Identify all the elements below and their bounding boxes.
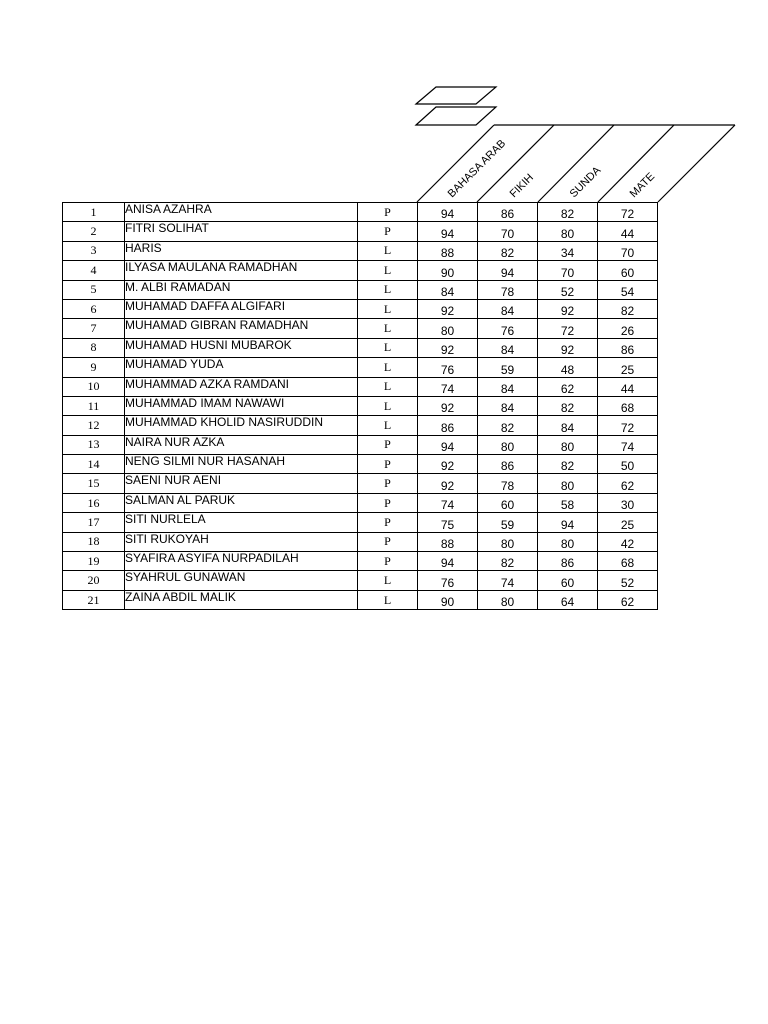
student-name: MUHAMAD HUSNI MUBAROK [125, 338, 358, 357]
blank-header-cell [416, 107, 496, 125]
gender-code: L [358, 377, 418, 396]
score-cell: 92 [418, 455, 478, 474]
score-cell: 84 [478, 338, 538, 357]
score-cell: 86 [538, 552, 598, 571]
score-cell: 80 [478, 435, 538, 454]
student-name: FITRI SOLIHAT [125, 222, 358, 241]
student-name: NAIRA NUR AZKA [125, 435, 358, 454]
table-row [63, 493, 658, 512]
score-cell: 76 [478, 319, 538, 338]
gender-code: P [358, 455, 418, 474]
score-cell: 82 [478, 416, 538, 435]
score-cell: 80 [538, 532, 598, 551]
score-cell: 84 [478, 299, 538, 318]
gender-code: L [358, 416, 418, 435]
score-cell: 58 [538, 493, 598, 512]
table-row [63, 261, 658, 280]
row-number: 11 [63, 396, 125, 415]
subject-label: SUNDA [567, 164, 604, 201]
student-name: HARIS [125, 241, 358, 260]
row-number: 16 [63, 493, 125, 512]
score-cell: 76 [418, 571, 478, 590]
score-cell: 59 [478, 358, 538, 377]
score-cell: 42 [598, 532, 658, 551]
score-cell: 80 [418, 319, 478, 338]
student-name: SITI NURLELA [125, 513, 358, 532]
score-cell: 86 [418, 416, 478, 435]
score-cell: 88 [418, 241, 478, 260]
score-cell: 62 [598, 474, 658, 493]
gender-code: P [358, 222, 418, 241]
score-cell: 94 [418, 203, 478, 222]
student-name: M. ALBI RAMADAN [125, 280, 358, 299]
row-number: 2 [63, 222, 125, 241]
score-cell: 76 [418, 358, 478, 377]
score-cell: 84 [418, 280, 478, 299]
student-name: ILYASA MAULANA RAMADHAN [125, 261, 358, 280]
score-cell: 62 [598, 590, 658, 609]
score-cell: 82 [538, 455, 598, 474]
student-name: MUHAMAD GIBRAN RAMADHAN [125, 319, 358, 338]
score-cell: 80 [538, 474, 598, 493]
row-number: 9 [63, 358, 125, 377]
score-cell: 25 [598, 513, 658, 532]
score-cell: 92 [538, 299, 598, 318]
score-cell: 80 [538, 435, 598, 454]
student-name: MUHAMAD DAFFA ALGIFARI [125, 299, 358, 318]
score-cell: 82 [538, 396, 598, 415]
row-number: 14 [63, 455, 125, 474]
table-row [63, 552, 658, 571]
student-name: SITI RUKOYAH [125, 532, 358, 551]
slanted-header [0, 0, 768, 210]
student-name: MUHAMMAD IMAM NAWAWI [125, 396, 358, 415]
table-row [63, 222, 658, 241]
table-row [63, 377, 658, 396]
score-cell: 44 [598, 377, 658, 396]
gender-code: P [358, 203, 418, 222]
score-cell: 94 [418, 222, 478, 241]
score-cell: 64 [538, 590, 598, 609]
row-number: 7 [63, 319, 125, 338]
student-name: SALMAN AL PARUK [125, 493, 358, 512]
score-cell: 70 [598, 241, 658, 260]
gender-code: L [358, 338, 418, 357]
score-table [62, 202, 658, 610]
gender-code: L [358, 358, 418, 377]
row-number: 6 [63, 299, 125, 318]
table-row [63, 590, 658, 609]
row-number: 13 [63, 435, 125, 454]
student-name: ANISA AZAHRA [125, 203, 358, 222]
table-row [63, 435, 658, 454]
score-cell: 84 [478, 377, 538, 396]
row-number: 21 [63, 590, 125, 609]
student-name: MUHAMMAD KHOLID NASIRUDDIN [125, 416, 358, 435]
blank-header-cell [416, 87, 496, 104]
score-cell: 92 [418, 338, 478, 357]
student-name: MUHAMMAD AZKA RAMDANI [125, 377, 358, 396]
gender-code: P [358, 435, 418, 454]
score-cell: 92 [418, 299, 478, 318]
score-cell: 74 [418, 493, 478, 512]
score-cell: 80 [538, 222, 598, 241]
score-cell: 54 [598, 280, 658, 299]
gender-code: L [358, 241, 418, 260]
header-divider [658, 125, 735, 202]
score-cell: 48 [538, 358, 598, 377]
gender-code: L [358, 280, 418, 299]
gender-code: P [358, 513, 418, 532]
score-cell: 90 [418, 590, 478, 609]
score-cell: 84 [478, 396, 538, 415]
score-cell: 52 [598, 571, 658, 590]
subject-label: FIKIH [507, 171, 537, 201]
gender-code: P [358, 532, 418, 551]
score-cell: 92 [418, 396, 478, 415]
score-cell: 86 [478, 455, 538, 474]
score-cell: 60 [478, 493, 538, 512]
score-cell: 80 [478, 590, 538, 609]
table-row [63, 513, 658, 532]
score-cell: 88 [418, 532, 478, 551]
row-number: 17 [63, 513, 125, 532]
score-cell: 44 [598, 222, 658, 241]
score-table-body [63, 203, 658, 610]
row-number: 12 [63, 416, 125, 435]
gender-code: L [358, 571, 418, 590]
score-cell: 72 [538, 319, 598, 338]
score-cell: 86 [478, 203, 538, 222]
score-cell: 72 [598, 203, 658, 222]
subject-label: MATE [627, 170, 658, 201]
score-cell: 72 [598, 416, 658, 435]
score-cell: 74 [418, 377, 478, 396]
score-cell: 26 [598, 319, 658, 338]
table-row [63, 299, 658, 318]
score-cell: 25 [598, 358, 658, 377]
table-row [63, 241, 658, 260]
student-name: ZAINA ABDIL MALIK [125, 590, 358, 609]
student-name: NENG SILMI NUR HASANAH [125, 455, 358, 474]
score-cell: 80 [478, 532, 538, 551]
score-cell: 82 [478, 241, 538, 260]
score-cell: 94 [418, 552, 478, 571]
score-cell: 82 [598, 299, 658, 318]
table-row [63, 203, 658, 222]
gender-code: P [358, 552, 418, 571]
score-cell: 92 [418, 474, 478, 493]
row-number: 1 [63, 203, 125, 222]
row-number: 20 [63, 571, 125, 590]
subject-label: BAHASA ARAB [445, 137, 509, 201]
score-cell: 82 [538, 203, 598, 222]
score-cell: 68 [598, 396, 658, 415]
row-number: 4 [63, 261, 125, 280]
score-cell: 60 [598, 261, 658, 280]
score-cell: 94 [418, 435, 478, 454]
score-cell: 90 [418, 261, 478, 280]
score-cell: 62 [538, 377, 598, 396]
score-cell: 52 [538, 280, 598, 299]
table-row [63, 358, 658, 377]
gender-code: L [358, 319, 418, 338]
table-row [63, 532, 658, 551]
row-number: 10 [63, 377, 125, 396]
row-number: 15 [63, 474, 125, 493]
gender-code: P [358, 493, 418, 512]
gender-code: P [358, 474, 418, 493]
table-row [63, 280, 658, 299]
student-name: SYAFIRA ASYIFA NURPADILAH [125, 552, 358, 571]
score-cell: 70 [478, 222, 538, 241]
table-row [63, 571, 658, 590]
score-cell: 75 [418, 513, 478, 532]
score-cell: 68 [598, 552, 658, 571]
score-cell: 74 [598, 435, 658, 454]
score-cell: 86 [598, 338, 658, 357]
row-number: 19 [63, 552, 125, 571]
score-cell: 78 [478, 280, 538, 299]
gender-code: L [358, 590, 418, 609]
score-cell: 50 [598, 455, 658, 474]
student-name: MUHAMAD YUDA [125, 358, 358, 377]
score-cell: 59 [478, 513, 538, 532]
score-cell: 94 [538, 513, 598, 532]
table-row [63, 396, 658, 415]
score-cell: 78 [478, 474, 538, 493]
score-cell: 34 [538, 241, 598, 260]
table-row [63, 474, 658, 493]
table-row [63, 338, 658, 357]
gender-code: L [358, 299, 418, 318]
gender-code: L [358, 261, 418, 280]
table-row [63, 319, 658, 338]
subject-labels [446, 138, 658, 201]
gender-code: L [358, 396, 418, 415]
score-cell: 74 [478, 571, 538, 590]
score-cell: 92 [538, 338, 598, 357]
score-cell: 94 [478, 261, 538, 280]
score-cell: 70 [538, 261, 598, 280]
student-name: SAENI NUR AENI [125, 474, 358, 493]
student-name: SYAHRUL GUNAWAN [125, 571, 358, 590]
row-number: 18 [63, 532, 125, 551]
score-cell: 84 [538, 416, 598, 435]
score-cell: 60 [538, 571, 598, 590]
row-number: 3 [63, 241, 125, 260]
row-number: 8 [63, 338, 125, 357]
score-cell: 82 [478, 552, 538, 571]
table-row [63, 455, 658, 474]
table-row [63, 416, 658, 435]
score-cell: 30 [598, 493, 658, 512]
row-number: 5 [63, 280, 125, 299]
